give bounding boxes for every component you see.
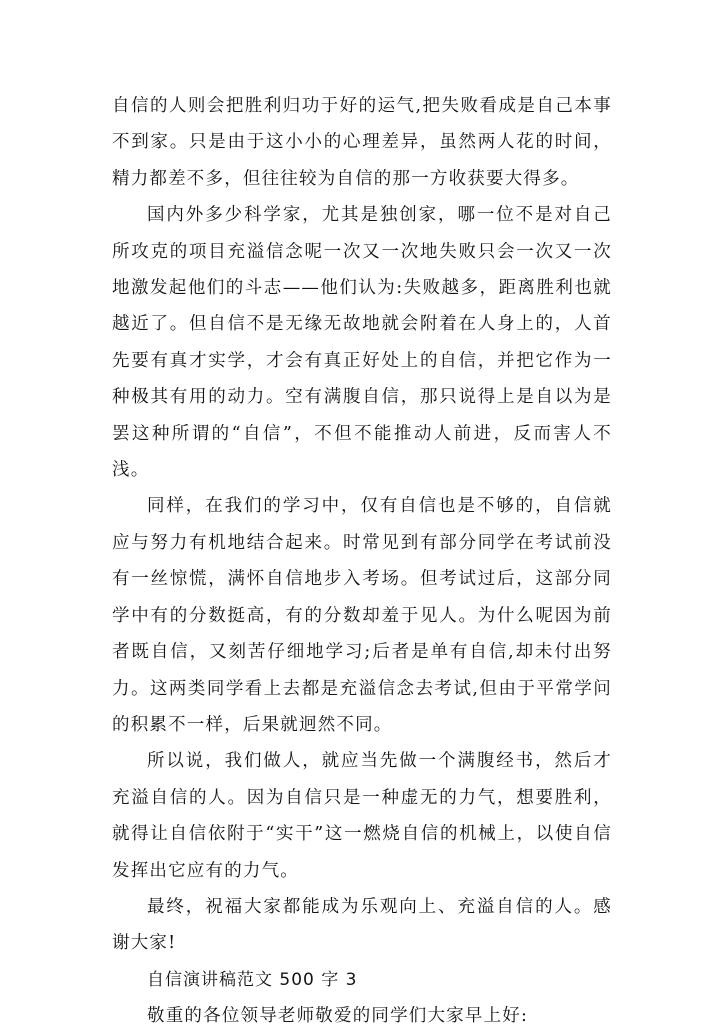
paragraph-5: 最终，祝福大家都能成为乐观向上、充溢自信的人。感谢大家! [112, 896, 612, 954]
paragraph-3: 同样，在我们的学习中，仅有自信也是不够的，自信就应与努力有机地结合起来。时常见到有部分同学在考试前没有一丝惊慌，满怀自信地步入考场。但考试过后，这部分同学中有的分数挺高，有的分数却羞于见人。为什么呢因为前者既自信，又刻苦仔细地学习;后者是单有自信,却未付出努力。这两类同学看上去都是充溢信念去考试,但由于平常学问的积累不一样，后果就迥然不同。 [112, 496, 612, 735]
document-body [112, 88, 612, 1035]
paragraph-1: 自信的人则会把胜利归功于好的运气,把失败看成是自己本事不到家。只是由于这小小的心理差异，虽然两人花的时间，精力都差不多，但往往较为自信的那一方收获要大得多。 [112, 96, 612, 189]
paragraph-2: 国内外多少科学家，尤其是独创家，哪一位不是对自己所攻克的项目充溢信念呢一次又一次地失败只会一次又一次地激发起他们的斗志——他们认为:失败越多，距离胜利也就越近了。但自信不是无缘无故地就会附着在人身上的，人首先要有真才实学，才会有真正好处上的自信，并把它作为一种极其有用的动力。空有满腹自信，那只说得上是自以为是罢这种所谓的“自信”，不但不能推动人前进，反而害人不浅。 [112, 205, 612, 481]
section-title: 自信演讲稿范文 500 字 3 [147, 969, 358, 990]
greeting-line: 敬重的各位领导老师敬爱的同学们大家早上好: [147, 1006, 529, 1027]
paragraph-4: 所以说，我们做人，就应当先做一个满腹经书，然后才充溢自信的人。因为自信只是一种虚无的力气，想要胜利，就得让自信依附于“实干”这一燃烧自信的机械上，以使自信发挥出它应有的力气。 [112, 751, 612, 881]
